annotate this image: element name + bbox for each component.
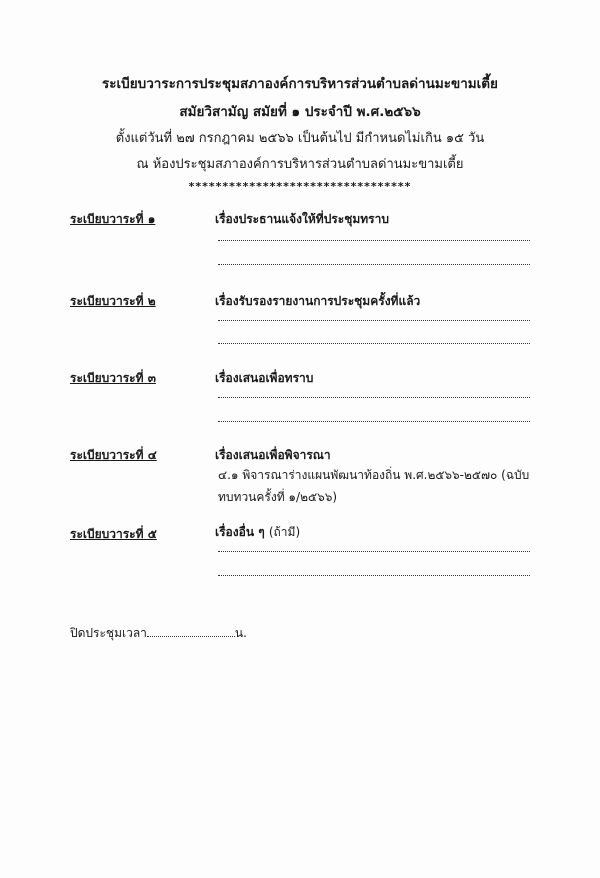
blank-line (218, 421, 530, 422)
blank-line (218, 320, 530, 321)
date-line: ตั้งแต่วันที่ ๒๗ กรกฎาคม ๒๕๖๖ เป็นต้นไป มีกำหนดไม่เกิน ๑๕ วัน (115, 131, 485, 146)
agenda-title-4: เรื่องเสนอเพื่อพิจารณา (215, 448, 331, 462)
blank-line (218, 264, 530, 265)
closing-time-blank (147, 625, 235, 637)
blank-line (218, 575, 530, 576)
venue-line: ณ ห้องประชุมสภาองค์การบริหารส่วนตำบลด่านมะขามเตี้ย (136, 157, 464, 172)
agenda-label-1: ระเบียบวาระที่ ๑ (70, 212, 156, 226)
agenda-label-2: ระเบียบวาระที่ ๒ (70, 294, 156, 308)
agenda-title-5-note: (ถ้ามี) (268, 525, 301, 539)
blank-line (218, 240, 530, 241)
agenda-title-3: เรื่องเสนอเพื่อทราบ (215, 371, 314, 385)
blank-line (218, 397, 530, 398)
blank-line (218, 343, 530, 344)
separator-line: ********************************* (188, 180, 412, 193)
agenda-label-3: ระเบียบวาระที่ ๓ (70, 371, 156, 385)
agenda-label-4: ระเบียบวาระที่ ๔ (70, 448, 157, 462)
agenda-detail-4-1: ๔.๑ พิจารณาร่างแผนพัฒนาท้องถิ่น พ.ศ.๒๕๖๖-๒๕๗๐ (ฉบับทบทวนครั้งที่ ๑/๒๕๖๖) (218, 468, 530, 504)
closing-suffix: น. (234, 626, 247, 640)
session-line: สมัยวิสามัญ สมัยที่ ๑ ประจำปี พ.ศ.๒๕๖๖ (179, 104, 421, 120)
agenda-title-1: เรื่องประธานแจ้งให้ที่ประชุมทราบ (215, 212, 389, 226)
document-title: ระเบียบวาระการประชุมสภาองค์การบริหารส่วนตำบลด่านมะขามเตี้ย (102, 76, 498, 92)
agenda-title-5-text: เรื่องอื่น ๆ (215, 525, 265, 539)
closing-time (70, 624, 247, 643)
closing-prefix: ปิดประชุมเวลา (70, 626, 147, 640)
blank-line (218, 551, 530, 552)
agenda-title-5 (215, 523, 300, 542)
agenda-title-2: เรื่องรับรองรายงานการประชุมครั้งที่แล้ว (215, 294, 421, 308)
agenda-label-5: ระเบียบวาระที่ ๕ (70, 527, 157, 541)
